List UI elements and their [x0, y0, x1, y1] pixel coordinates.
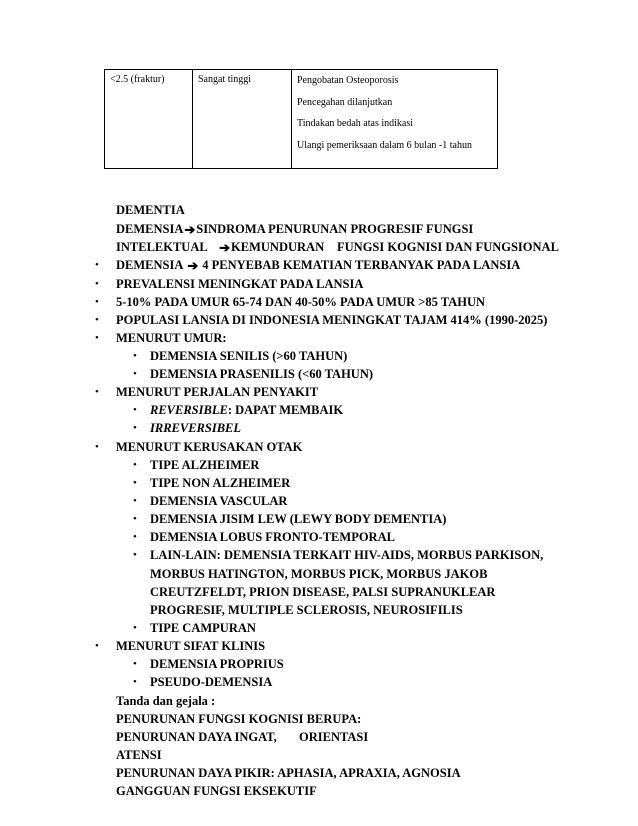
list-item-continuation: MORBUS HATINGTON, MORBUS PICK, MORBUS JAKOB	[150, 567, 488, 581]
text-line: ORIENTASI	[299, 730, 369, 744]
bullet-icon: •	[133, 422, 137, 434]
section-label: Tanda dan gejala :	[116, 694, 216, 708]
list-item: TIPE NON ALZHEIMER	[150, 476, 291, 490]
bullet-icon: •	[95, 314, 99, 326]
list-item	[150, 419, 241, 437]
bullet-icon: •	[133, 404, 137, 416]
list-item: MENURUT UMUR:	[116, 331, 227, 345]
list-item: MENURUT PERJALAN PENYAKIT	[116, 385, 319, 399]
text-line: PENURUNAN DAYA PIKIR: APHASIA, APRAXIA, AGNOSIA	[116, 766, 461, 780]
table-cell-text: Sangat tinggi	[198, 74, 252, 85]
text-span: KEMUNDURAN	[231, 240, 325, 254]
text-span: DEMENSIA	[116, 258, 184, 272]
table-cell-line: Ulangi pemeriksaan dalam 6 bulan -1 tahun	[297, 139, 472, 151]
list-item: POPULASI LANSIA DI INDONESIA MENINGKAT TAJAM 414% (1990-2025)	[116, 313, 548, 327]
bullet-icon: •	[95, 441, 99, 453]
table-cell-line: Tindakan bedah atas indikasi	[297, 118, 414, 129]
arrow-right-icon: ➔	[219, 240, 231, 255]
bullet-icon: •	[133, 350, 137, 362]
text-span: INTELEKTUAL	[116, 240, 208, 254]
text-line: PENURUNAN DAYA INGAT,	[116, 730, 277, 744]
bullet-icon: •	[95, 278, 99, 290]
text-line	[116, 238, 324, 256]
text-span: DEMENSIA	[116, 222, 184, 236]
list-item: MENURUT KERUSAKAN OTAK	[116, 440, 303, 454]
list-item: 5-10% PADA UMUR 65-74 DAN 40-50% PADA UMUR >85 TAHUN	[116, 295, 486, 309]
text-span: IRREVERSIBEL	[150, 421, 242, 435]
bullet-icon: •	[133, 676, 137, 688]
table-cell-line: Pencegahan dilanjutkan	[297, 96, 393, 108]
text-span: : DAPAT MEMBAIK	[227, 403, 344, 417]
text-line: GANGGUAN FUNGSI EKSEKUTIF	[116, 784, 317, 798]
list-item: DEMENSIA SENILIS (>60 TAHUN)	[150, 349, 348, 363]
list-item: DEMENSIA PROPRIUS	[150, 657, 284, 671]
list-item: DEMENSIA LOBUS FRONTO-TEMPORAL	[150, 530, 395, 544]
bullet-icon: •	[133, 459, 137, 471]
list-item: DEMENSIA PRASENILIS (<60 TAHUN)	[150, 367, 374, 381]
text-span: REVERSIBLE	[150, 403, 228, 417]
list-item	[116, 256, 520, 274]
table-row	[105, 70, 498, 169]
list-item	[150, 401, 343, 419]
bullet-icon: •	[95, 386, 99, 398]
list-item-continuation: CREUTZFELDT, PRION DISEASE, PALSI SUPRANUKLEAR	[150, 585, 496, 599]
table-cell-action	[292, 70, 498, 169]
text-span: SINDROMA PENURUNAN PROGRESIF FUNGSI	[196, 222, 474, 236]
bullet-icon: •	[95, 640, 99, 652]
arrow-right-icon: ➔	[187, 258, 199, 273]
bullet-icon: •	[133, 549, 137, 561]
text-line: ATENSI	[116, 748, 162, 762]
bullet-icon: •	[133, 368, 137, 380]
list-item: TIPE ALZHEIMER	[150, 458, 260, 472]
bullet-icon: •	[95, 259, 99, 271]
osteoporosis-table	[104, 69, 498, 169]
bullet-icon: •	[133, 622, 137, 634]
text-line: FUNGSI KOGNISI DAN FUNGSIONAL	[337, 240, 559, 254]
list-item: LAIN-LAIN: DEMENSIA TERKAIT HIV-AIDS, MORBUS PARKISON,	[150, 548, 544, 562]
bullet-icon: •	[133, 658, 137, 670]
bullet-icon: •	[133, 495, 137, 507]
table-cell-line: Pengobatan Osteoporosis	[297, 75, 399, 86]
list-item: DEMENSIA JISIM LEW (LEWY BODY DEMENTIA)	[150, 512, 447, 526]
table-cell-risk	[193, 70, 292, 169]
list-item: DEMENSIA VASCULAR	[150, 494, 288, 508]
list-item-continuation: PROGRESIF, MULTIPLE SCLEROSIS, NEUROSIFILIS	[150, 603, 463, 617]
list-item: PREVALENSI MENINGKAT PADA LANSIA	[116, 277, 364, 291]
text-span: 4 PENYEBAB KEMATIAN TERBANYAK PADA LANSIA	[202, 258, 521, 272]
arrow-right-icon: ➔	[184, 222, 196, 237]
bullet-icon: •	[133, 477, 137, 489]
bullet-icon: •	[95, 296, 99, 308]
list-item: TIPE CAMPURAN	[150, 621, 256, 635]
list-item: PSEUDO-DEMENSIA	[150, 675, 273, 689]
bullet-icon: •	[133, 531, 137, 543]
list-item: MENURUT SIFAT KLINIS	[116, 639, 266, 653]
text-line	[116, 220, 473, 238]
heading-dementia: DEMENTIA	[116, 203, 185, 217]
text-line: PENURUNAN FUNGSI KOGNISI BERUPA:	[116, 712, 362, 726]
table-cell-text: <2.5 (fraktur)	[110, 74, 165, 85]
bullet-icon: •	[133, 513, 137, 525]
table-cell-tscore	[105, 70, 193, 169]
bullet-icon: •	[95, 332, 99, 344]
